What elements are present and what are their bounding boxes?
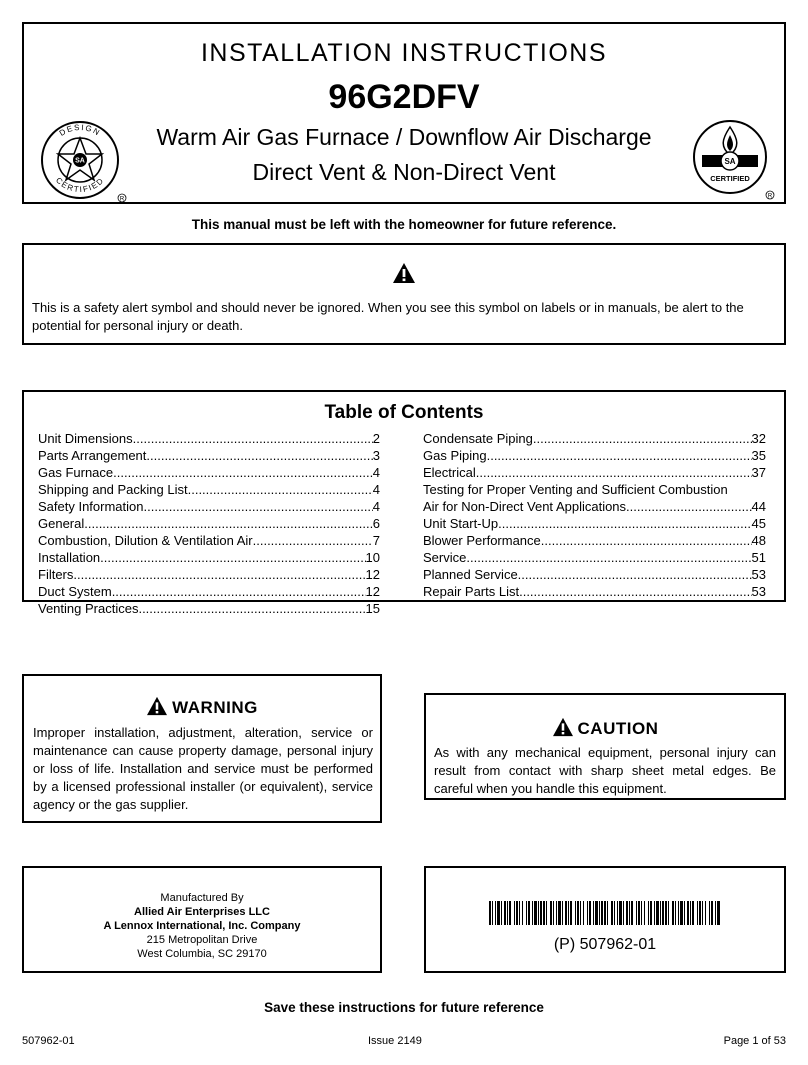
toc-title: Table of Contents xyxy=(324,402,484,423)
toc-leader-dots xyxy=(476,464,752,481)
footer-issue: Issue 2149 xyxy=(368,1035,422,1047)
toc-entry-page: 4 xyxy=(372,499,380,514)
toc-entry xyxy=(423,549,766,566)
toc-entry xyxy=(423,481,766,498)
toc-entry xyxy=(38,532,380,549)
svg-text:SA: SA xyxy=(724,157,736,166)
company-name: Allied Air Enterprises LLC xyxy=(134,906,270,918)
toc-entry xyxy=(38,498,380,515)
toc-entry-page: 48 xyxy=(751,533,766,548)
toc-leader-dots xyxy=(487,447,752,464)
toc-leader-dots xyxy=(498,515,751,532)
toc-leader-dots xyxy=(133,430,373,447)
toc-leader-dots xyxy=(466,549,751,566)
toc-entry-page: 15 xyxy=(365,601,380,616)
toc-entry xyxy=(38,600,380,617)
toc-entry xyxy=(38,481,380,498)
caution-heading-label: CAUTION xyxy=(577,719,659,738)
toc-entry xyxy=(423,447,766,464)
caution-heading xyxy=(426,717,784,739)
city-state-zip: West Columbia, SC 29170 xyxy=(137,948,267,960)
toc-entry xyxy=(423,430,766,447)
homeowner-note: This manual must be left with the homeowner for future reference. xyxy=(191,217,617,232)
toc-entry xyxy=(38,549,380,566)
header-box xyxy=(22,22,786,204)
product-subtitle: Warm Air Gas Furnace / Downflow Air Discharge xyxy=(156,124,652,150)
manufactured-by-label: Manufactured By xyxy=(160,892,244,904)
toc-leader-dots xyxy=(146,447,372,464)
toc-entry-label: Blower Performance xyxy=(423,533,541,548)
toc-leader-dots xyxy=(100,549,365,566)
toc-entry-label: Filters xyxy=(38,567,74,582)
manufacturer-box xyxy=(22,866,382,973)
toc-leader-dots xyxy=(144,498,373,515)
toc-entry-label: Service xyxy=(423,550,467,565)
document-title: INSTALLATION INSTRUCTIONS xyxy=(200,39,608,67)
toc-entry-page: 6 xyxy=(372,516,380,531)
toc-leader-dots xyxy=(518,566,752,583)
toc-entry-label: Unit Start-Up xyxy=(423,516,499,531)
vent-type-subtitle: Direct Vent & Non-Direct Vent xyxy=(252,159,556,185)
part-number: (P) 507962-01 xyxy=(553,936,657,953)
toc-leader-dots xyxy=(112,583,366,600)
toc-entry xyxy=(423,464,766,481)
safety-alert-text: This is a safety alert symbol and should never be ignored. When you see this symbol on labels or in manuals, be alert to the potential for personal injury or death. xyxy=(32,300,744,333)
table-of-contents xyxy=(22,390,786,616)
toc-left-column xyxy=(38,430,380,617)
toc-leader-dots xyxy=(626,498,751,515)
toc-entry-label: Installation xyxy=(38,550,101,565)
toc-entry xyxy=(423,532,766,549)
parent-company: A Lennox International, Inc. Company xyxy=(103,920,301,932)
warning-alert-icon xyxy=(146,696,168,716)
toc-leader-dots xyxy=(519,583,751,600)
toc-entry xyxy=(38,515,380,532)
toc-entry-label: Venting Practices xyxy=(38,601,139,616)
toc-entry xyxy=(38,464,380,481)
svg-text:R: R xyxy=(119,196,125,203)
toc-entry-page: 32 xyxy=(751,431,766,446)
toc-entry-page: 53 xyxy=(751,584,766,599)
toc-entry-label: Planned Service xyxy=(423,567,518,582)
warning-box xyxy=(22,674,382,823)
toc-entry-page: 4 xyxy=(372,482,380,497)
toc-entry-page: 51 xyxy=(751,550,766,565)
svg-text:R: R xyxy=(767,193,773,200)
toc-entry-page: 4 xyxy=(372,465,380,480)
toc-entry xyxy=(38,430,380,447)
toc-leader-dots xyxy=(113,464,373,481)
seal-left-bottom-text: CERTIFIED xyxy=(54,175,106,195)
csa-certified-seal-icon xyxy=(692,117,776,201)
toc-entry xyxy=(423,583,766,600)
toc-entry-label: Air for Non-Direct Vent Applications xyxy=(423,499,627,514)
toc-entry-page: 45 xyxy=(751,516,766,531)
toc-entry xyxy=(38,583,380,600)
toc-right-column xyxy=(423,430,766,600)
toc-leader-dots xyxy=(533,430,752,447)
toc-entry-label: Shipping and Packing List xyxy=(38,482,188,497)
warning-heading xyxy=(24,696,380,718)
footer-doc-number: 507962-01 xyxy=(22,1035,75,1047)
toc-entry-label: Safety Information xyxy=(38,499,144,514)
save-instructions-note: Save these instructions for future reference xyxy=(264,1000,544,1015)
safety-alert-box xyxy=(22,243,786,345)
toc-leader-dots xyxy=(253,532,373,549)
toc-leader-dots xyxy=(138,600,365,617)
toc-entry-page: 53 xyxy=(751,567,766,582)
toc-leader-dots xyxy=(73,566,365,583)
caution-box xyxy=(424,693,786,800)
toc-entry-label: Gas Piping xyxy=(423,448,487,463)
toc-entry xyxy=(423,566,766,583)
toc-entry-label: Parts Arrangement xyxy=(38,448,147,463)
toc-leader-dots xyxy=(541,532,752,549)
toc-entry-label: Duct System xyxy=(38,584,112,599)
toc-entry-label: Testing for Proper Venting and Sufficient Combustion xyxy=(423,482,728,497)
toc-leader-dots xyxy=(84,515,373,532)
toc-entry-label: Combustion, Dilution & Ventilation Air xyxy=(38,533,253,548)
toc-entry-label: Electrical xyxy=(423,465,476,480)
footer-page-number: Page 1 of 53 xyxy=(723,1035,786,1047)
model-number: 96G2DFV xyxy=(328,78,480,116)
safety-alert-icon xyxy=(392,262,416,284)
toc-entry-page: 10 xyxy=(365,550,380,565)
toc-entry xyxy=(38,447,380,464)
seal-left-top-text: DESIGN xyxy=(57,122,103,138)
street-address: 215 Metropolitan Drive xyxy=(146,934,258,946)
toc-entry-label: General xyxy=(38,516,85,531)
toc-entry-page: 12 xyxy=(365,584,380,599)
caution-alert-icon xyxy=(552,717,574,737)
toc-entry-label: Repair Parts List xyxy=(423,584,520,599)
barcode-icon xyxy=(489,901,721,925)
toc-entry-page: 2 xyxy=(372,431,380,446)
toc-entry-page: 7 xyxy=(372,533,380,548)
toc-entry-page: 3 xyxy=(372,448,380,463)
toc-entry-label: Gas Furnace xyxy=(38,465,114,480)
toc-entry-page: 12 xyxy=(365,567,380,582)
toc-leader-dots xyxy=(188,481,373,498)
toc-entry xyxy=(38,566,380,583)
toc-entry-page: 37 xyxy=(751,465,766,480)
warning-heading-label: WARNING xyxy=(172,698,258,717)
toc-entry xyxy=(423,498,766,515)
seal-right-text: CERTIFIED xyxy=(710,174,750,183)
toc-entry-page: 44 xyxy=(751,499,766,514)
toc-entry-label: Unit Dimensions xyxy=(38,431,133,446)
toc-entry xyxy=(423,515,766,532)
toc-entry-page: 35 xyxy=(751,448,766,463)
svg-text:SA: SA xyxy=(75,157,85,165)
toc-entry-label: Condensate Piping xyxy=(423,431,533,446)
barcode-box xyxy=(424,866,786,973)
caution-text: As with any mechanical equipment, personal injury can result from contact with sharp sheet metal edges. Be careful when you handle this equipment. xyxy=(434,745,776,796)
warning-text: Improper installation, adjustment, alteration, service or maintenance can cause property damage, personal injury or loss of life. Installation and service must be performed by a licensed professional installer (or equivalent), service agency or the gas supplier. xyxy=(33,725,373,812)
